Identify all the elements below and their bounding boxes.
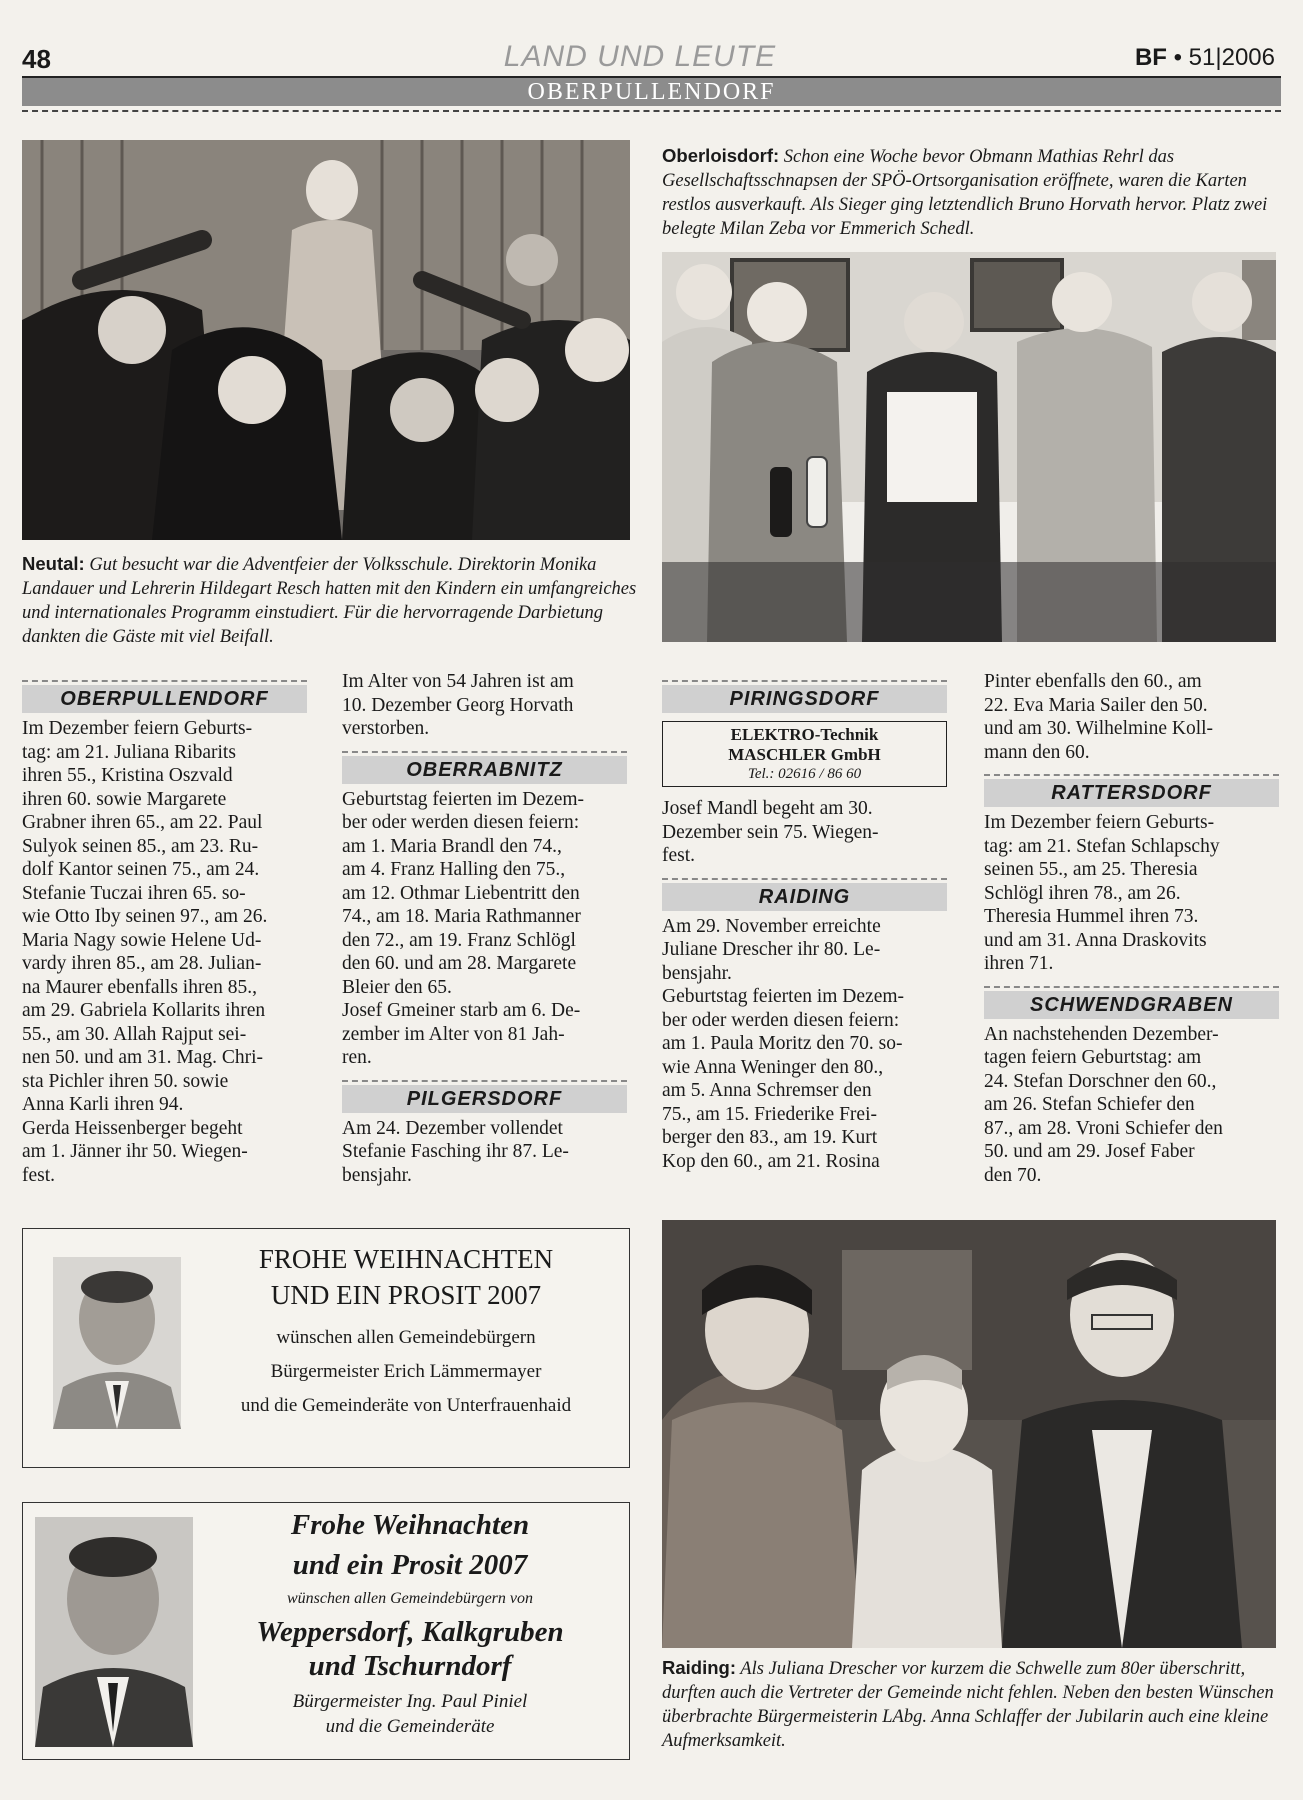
heading-pilgersdorf: PILGERSDORF bbox=[342, 1085, 627, 1113]
column-oberpullendorf bbox=[22, 680, 307, 1187]
header-dashed-rule bbox=[22, 110, 1281, 112]
advert-line: ELEKTRO-Technik bbox=[730, 725, 879, 744]
heading-schwendgraben: SCHWENDGRABEN bbox=[984, 991, 1279, 1019]
greeting-line: wünschen allen Gemeindebürgern bbox=[276, 1327, 536, 1348]
greeting-line: und die Gemeinderäte von Unterfrauenhaid bbox=[240, 1395, 572, 1416]
region-bar bbox=[22, 78, 1281, 106]
article-death-notice: Im Alter von 54 Jahren ist am 10. Dezember Georg Horvath verstorben. bbox=[342, 671, 574, 739]
page-number: 48 bbox=[22, 44, 51, 74]
greeting-weppersdorf bbox=[22, 1502, 630, 1760]
caption-place: Raiding: bbox=[662, 1657, 736, 1678]
column-heading bbox=[662, 878, 947, 911]
caption-place: Neutal: bbox=[22, 553, 85, 574]
article-rattersdorf: Im Dezember feiern Geburts- tag: am 21. Stefan Schlapschy seinen 55., am 25. Theresia Schlögl ihren 78., am 26. Theresia Hummel ihren 73. und am 31. Anna Draskovits ihren 71. bbox=[984, 812, 1220, 974]
section-title: LAND UND LEUTE bbox=[503, 40, 777, 73]
portrait-piniel bbox=[35, 1517, 193, 1747]
greeting-line: wünschen allen Gemeindebürgern von bbox=[286, 1590, 533, 1607]
caption-text: Schon eine Woche bevor Obmann Mathias Rehrl das Gesellschaftsschnapsen der SPÖ-Ortsorganisation eröffnete, waren die Karten restlos ausverkauft. Als Sieger ging letztendlich Bruno Horvath hervor. Platz zwei belegte Milan Zeba vor Emmerich Schedl. bbox=[662, 147, 1268, 239]
greeting-line: FROHE WEIHNACHTEN bbox=[258, 1244, 554, 1274]
heading-rattersdorf: RATTERSDORF bbox=[984, 779, 1279, 807]
issue-label bbox=[1135, 44, 1275, 72]
greeting-line: Frohe Weihnachten bbox=[290, 1509, 530, 1541]
article-oberrabnitz: Geburtstag feierten im Dezem- ber oder werden diesen feiern: am 1. Maria Brandl den 74., am 4. Franz Halling den 75., am 12. Othmar Liebentritt den 74., am 18. Maria Rathmanner den 72., am 19. Franz Schlögl den 60. und am 28. Margarete Bleier den 65. Josef Gmeiner starb am 6. De- zember im Alter von 81 Jah- ren. bbox=[342, 788, 585, 1068]
caption-raiding bbox=[662, 1656, 1276, 1753]
column-heading bbox=[662, 680, 947, 713]
column-piringsdorf bbox=[662, 680, 947, 1173]
column-heading bbox=[984, 774, 1279, 807]
article-raiding-continued: Pinter ebenfalls den 60., am 22. Eva Maria Sailer den 50. und am 30. Wilhelmine Koll- mann den 60. bbox=[984, 671, 1214, 763]
photo-oberloisdorf-winners bbox=[662, 252, 1276, 642]
column-oberrabnitz bbox=[342, 670, 627, 1187]
caption-text: Als Juliana Drescher vor kurzem die Schwelle zum 80er überschritt, durften auch die Vertreter der Gemeinde nicht fehlen. Neben den besten Wünschen überbrachte Bürgermeisterin LAbg. Anna Schlaffer der Jubilarin auch eine kleine Aufmerksamkeit. bbox=[662, 1659, 1274, 1751]
article-raiding: Am 29. November erreichte Juliane Drescher ihr 80. Le- bensjahr. Geburtstag feierten im Dezem- ber oder werden diesen feiern: am 1. Paula Moritz den 70. so- wie Anna Weninger den 80., am 5. Anna Schremser den 75., am 15. Friederike Frei- berger den 83., am 19. Kurt Kop den 60., am 21. Rosina bbox=[662, 915, 905, 1172]
heading-raiding: RAIDING bbox=[662, 883, 947, 911]
greeting-text bbox=[201, 1503, 619, 1739]
advert-phone: Tel.: 02616 / 86 60 bbox=[747, 766, 862, 782]
column-heading bbox=[984, 986, 1279, 1019]
heading-piringsdorf: PIRINGSDORF bbox=[662, 685, 947, 713]
issue-brand: BF bbox=[1134, 44, 1167, 71]
photo-raiding-birthday bbox=[662, 1220, 1276, 1648]
heading-oberrabnitz: OBERRABNITZ bbox=[342, 756, 627, 784]
column-heading bbox=[22, 680, 307, 713]
advert-maschler bbox=[662, 721, 947, 787]
heading-oberpullendorf: OBERPULLENDORF bbox=[22, 685, 307, 713]
greeting-line: Weppersdorf, Kalkgruben bbox=[256, 1616, 564, 1648]
greeting-line: und die Gemeinderäte bbox=[325, 1716, 495, 1737]
photo-neutal-advent bbox=[22, 140, 630, 540]
greeting-signer: Bürgermeister Ing. Paul Piniel bbox=[292, 1691, 528, 1712]
region-title: OBERPULLENDORF bbox=[527, 79, 776, 105]
article-oberpullendorf: Im Dezember feiern Geburts- tag: am 21. Juliana Ribarits ihren 55., Kristina Oszvald ihren 60. sowie Margarete Grabner ihren 65., am 22. Paul Sulyok seinen 85., am 23. Ru- dolf Kantor seinen 75., am 24. Stefanie Tuczai ihren 65. so- wie Otto Iby seinen 97., am 26. Maria Nagy sowie Helene Ud- vardy ihren 85., am 28. Julian- na Maurer ebenfalls ihren 85., am 29. Gabriela Kollarits ihren 55., am 30. Allah Rajput sei- nen 50. und am 31. Mag. Chri- sta Pichler ihren 50. sowie Anna Karli ihren 94. Gerda Heissenberger begeht am 1. Jänner ihr 50. Wiegen- fest. bbox=[22, 718, 268, 1186]
greeting-line: UND EIN PROSIT 2007 bbox=[270, 1280, 542, 1310]
greeting-line: und ein Prosit 2007 bbox=[292, 1549, 528, 1581]
greeting-unterfrauenhaid bbox=[22, 1228, 630, 1468]
greeting-signer: Bürgermeister Erich Lämmermayer bbox=[270, 1361, 542, 1382]
caption-place: Oberloisdorf: bbox=[662, 145, 780, 166]
column-heading bbox=[342, 751, 627, 784]
issue-number: • 51|2006 bbox=[1173, 44, 1275, 71]
caption-oberloisdorf bbox=[662, 144, 1276, 241]
advert-line: MASCHLER GmbH bbox=[728, 745, 881, 764]
greeting-text bbox=[193, 1229, 619, 1423]
greeting-line: und Tschurndorf bbox=[308, 1650, 512, 1682]
portrait-laemmermayer bbox=[53, 1257, 181, 1429]
article-pilgersdorf: Am 24. Dezember vollendet Stefanie Fasching ihr 87. Le- bensjahr. bbox=[342, 1117, 569, 1186]
caption-neutal bbox=[22, 552, 642, 649]
caption-text: Gut besucht war die Adventfeier der Volksschule. Direktorin Monika Landauer und Lehrerin Hildegart Resch hatten mit den Kindern ein umfangreiches und internationales Programm einstudiert. Für die hervorragende Darbietung dankten die Gäste mit viel Beifall. bbox=[22, 555, 637, 647]
column-rattersdorf bbox=[984, 670, 1279, 1187]
column-heading bbox=[342, 1080, 627, 1113]
article-schwendgraben: An nachstehenden Dezember- tagen feiern Geburtstag: am 24. Stefan Dorschner den 60., am 26. Stefan Schiefer den 87., am 28. Vroni Schiefer den 50. und am 29. Josef Faber den 70. bbox=[984, 1023, 1223, 1186]
article-piringsdorf: Josef Mandl begeht am 30. Dezember sein 75. Wiegen- fest. bbox=[662, 798, 879, 866]
